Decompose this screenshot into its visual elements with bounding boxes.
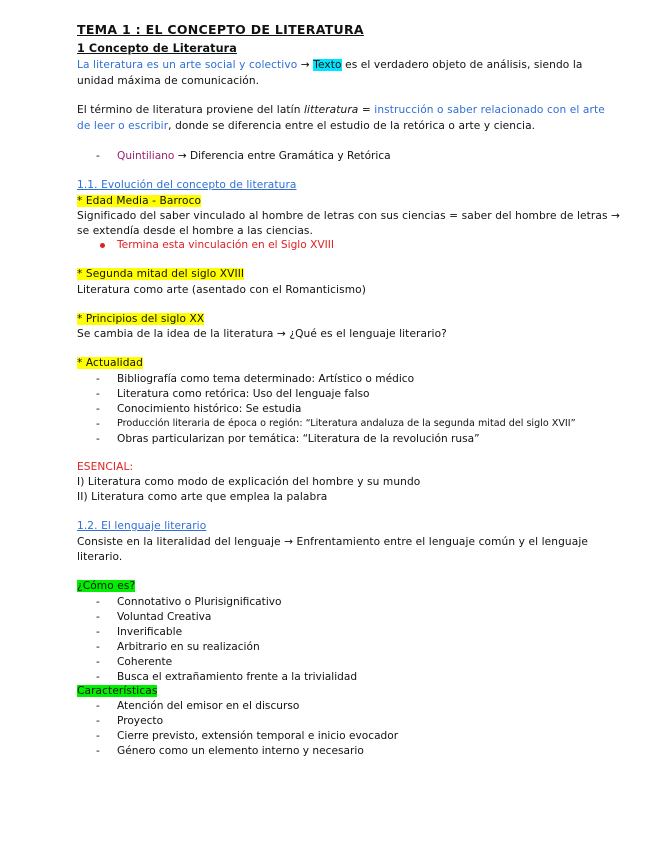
period-label: * Edad Media - Barroco (77, 195, 202, 207)
dash-marker: - (96, 700, 100, 712)
dash-marker: - (96, 656, 100, 668)
equals-text: = (358, 104, 375, 116)
list-item: Coherente (117, 656, 173, 668)
paragraph-line: II) Literatura como arte que emplea la palabra (77, 491, 328, 503)
list-item: Voluntad Creativa (117, 611, 212, 623)
label-line (77, 579, 135, 593)
dash-marker: - (96, 715, 100, 727)
author-name: Quintiliano (117, 150, 175, 162)
dash-marker: - (96, 418, 100, 430)
period-label: * Principios del siglo XX (77, 313, 205, 325)
dash-marker: - (96, 373, 100, 385)
highlighted-word: Texto (313, 59, 342, 71)
dash-marker: - (96, 403, 100, 415)
paragraph-line: I) Literatura como modo de explicación del hombre y su mundo (77, 476, 421, 488)
paragraph-text: es el verdadero objeto de análisis, siendo la (341, 59, 583, 71)
dash-marker: - (96, 596, 100, 608)
paragraph-line: Consiste en la literalidad del lenguaje → Enfrentamiento entre el lenguaje común y el lenguaje (77, 536, 588, 548)
list-item: Atención del emisor en el discurso (117, 700, 300, 712)
dash-marker: - (96, 641, 100, 653)
paragraph-line: literario. (77, 551, 123, 563)
list-item: Connotativo o Plurisignificativo (117, 596, 282, 608)
dash-marker: - (96, 730, 100, 742)
list-item (117, 149, 391, 163)
definition-text: de leer o escribir (77, 120, 169, 132)
list-item: Proyecto (117, 715, 164, 727)
paragraph-text: , donde se diferencia entre el estudio de la retórica o arte y ciencia. (168, 120, 536, 132)
green-label: ¿Cómo es? (77, 580, 136, 592)
dash-marker: - (96, 611, 100, 623)
list-item: Cierre previsto, extensión temporal e inicio evocador (117, 730, 399, 742)
list-item-text: → Diferencia entre Gramática y Retórica (174, 150, 391, 162)
list-item: Conocimiento histórico: Se estudia (117, 403, 302, 415)
dash-marker: - (96, 433, 100, 445)
dash-marker: - (96, 388, 100, 400)
subsection-heading: 1.1. Evolución del concepto de literatura (77, 179, 297, 191)
label-line (77, 312, 204, 326)
dash-marker: - (96, 745, 100, 757)
list-item: Bibliografía como tema determinado: Artístico o médico (117, 373, 415, 385)
dash-marker: - (96, 671, 100, 683)
label-line (77, 684, 157, 698)
period-label: * Actualidad (77, 357, 143, 369)
paragraph-line (77, 119, 535, 133)
paragraph-line: unidad máxima de comunicación. (77, 75, 260, 87)
highlighted-phrase: La literatura es un arte social y colectivo (77, 59, 298, 71)
esencial-label: ESENCIAL: (77, 461, 134, 473)
arrow-text: → (297, 59, 314, 71)
list-item: Producción literaria de época o región: “Literatura andaluza de la segunda mitad del siglo XVII” (117, 418, 576, 429)
paragraph-line (77, 103, 605, 117)
label-line (77, 356, 143, 370)
list-item: Arbitrario en su realización (117, 641, 260, 653)
list-item: Inverificable (117, 626, 183, 638)
definition-text: instrucción o saber relacionado con el arte (374, 104, 605, 116)
paragraph-text: El término de literatura proviene del latín (77, 104, 304, 116)
period-label: * Segunda mitad del siglo XVIII (77, 268, 245, 280)
list-item: Termina esta vinculación en el Siglo XVIII (117, 239, 334, 251)
paragraph-line: se extendía desde el hombre a las ciencias. (77, 225, 313, 237)
dash-marker: - (96, 150, 100, 162)
green-label: Características (77, 685, 158, 697)
bullet-dot (100, 243, 105, 248)
paragraph-line (77, 58, 583, 72)
latin-term: litteratura (304, 104, 359, 116)
paragraph-line: Significado del saber vinculado al hombre de letras con sus ciencias = saber del hombre de letras → (77, 210, 621, 222)
paragraph-line: Literatura como arte (asentado con el Romanticismo) (77, 284, 366, 296)
page-title: TEMA 1 : EL CONCEPTO DE LITERATURA (77, 22, 364, 37)
label-line (77, 267, 244, 281)
label-line (77, 194, 201, 208)
dash-marker: - (96, 626, 100, 638)
list-item: Género como un elemento interno y necesario (117, 745, 364, 757)
list-item: Busca el extrañamiento frente a la trivialidad (117, 671, 358, 683)
list-item: Obras particularizan por temática: “Literatura de la revolución rusa” (117, 433, 480, 445)
list-item: Literatura como retórica: Uso del lenguaje falso (117, 388, 370, 400)
section-heading: 1 Concepto de Literatura (77, 42, 237, 55)
paragraph-line: Se cambia de la idea de la literatura → ¿Qué es el lenguaje literario? (77, 328, 447, 340)
subsection-heading: 1.2. El lenguaje literario (77, 520, 207, 532)
